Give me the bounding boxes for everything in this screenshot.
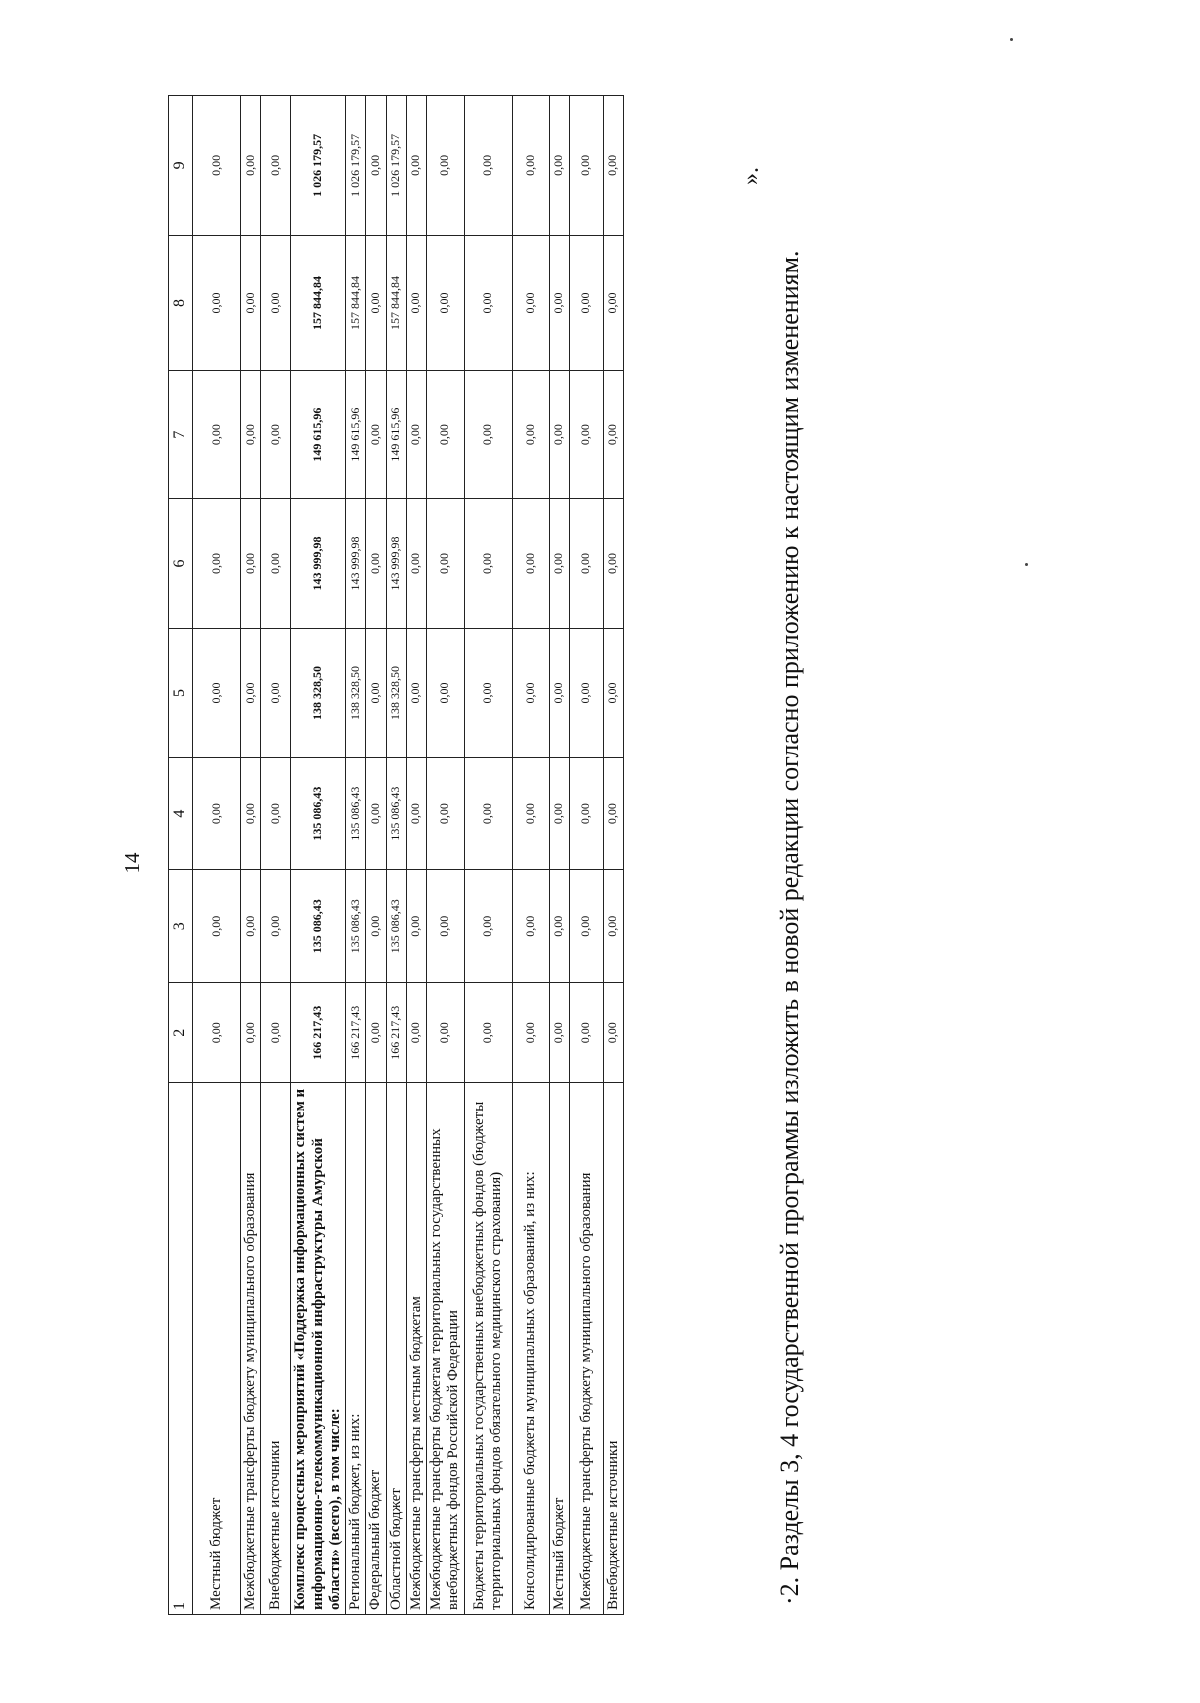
value-cell: 0,00 — [603, 757, 623, 870]
value-cell: 0,00 — [193, 371, 241, 498]
row-label: Федеральный бюджет — [366, 1083, 386, 1615]
value-cell: 0,00 — [241, 96, 261, 236]
header-cell: 2 — [169, 983, 193, 1083]
value-cell: 138 328,50 — [291, 629, 346, 758]
value-cell: 0,00 — [241, 371, 261, 498]
value-cell: 0,00 — [603, 235, 623, 371]
row-label: Бюджеты территориальных государственных внебюджетных фондов (бюджеты территориальных фондов обязательного медицинского страхования) — [464, 1083, 512, 1615]
value-cell: 0,00 — [603, 371, 623, 498]
rotated-content — [168, 95, 868, 1615]
value-cell: 0,00 — [366, 371, 386, 498]
value-cell: 166 217,43 — [386, 983, 406, 1083]
header-cell: 3 — [169, 870, 193, 983]
value-cell: 0,00 — [406, 629, 426, 758]
value-cell: 0,00 — [512, 498, 549, 628]
value-cell: 0,00 — [569, 629, 603, 758]
page-number: 14 — [120, 852, 144, 874]
value-cell: 0,00 — [193, 498, 241, 628]
value-cell: 0,00 — [464, 498, 512, 628]
value-cell: 143 999,98 — [291, 498, 346, 628]
value-cell: 157 844,84 — [346, 235, 366, 371]
value-cell: 0,00 — [193, 983, 241, 1083]
value-cell: 0,00 — [427, 983, 465, 1083]
header-cell: 9 — [169, 96, 193, 236]
value-cell: 0,00 — [603, 870, 623, 983]
value-cell: 0,00 — [512, 371, 549, 498]
table-row — [386, 96, 406, 1615]
table-row — [464, 96, 512, 1615]
budget-table — [168, 95, 624, 1615]
value-cell: 0,00 — [366, 629, 386, 758]
value-cell: 0,00 — [366, 757, 386, 870]
value-cell: 0,00 — [261, 870, 291, 983]
value-cell: 0,00 — [406, 983, 426, 1083]
value-cell: 0,00 — [261, 757, 291, 870]
value-cell: 149 615,96 — [346, 371, 366, 498]
table-row — [569, 96, 603, 1615]
value-cell: 0,00 — [569, 96, 603, 236]
scan-speck — [1010, 38, 1013, 41]
value-cell: 0,00 — [406, 757, 426, 870]
value-cell: 0,00 — [549, 629, 569, 758]
value-cell: 0,00 — [549, 96, 569, 236]
table-row — [603, 96, 623, 1615]
table-row — [193, 96, 241, 1615]
value-cell: 157 844,84 — [386, 235, 406, 371]
value-cell: 157 844,84 — [291, 235, 346, 371]
value-cell: 135 086,43 — [386, 870, 406, 983]
value-cell: 0,00 — [464, 629, 512, 758]
scan-speck — [1025, 563, 1028, 566]
value-cell: 0,00 — [427, 870, 465, 983]
section-paragraph: ·2. Разделы 3, 4 государственной программы изложить в новой редакции согласно приложению к настоящим изменениям. — [775, 250, 804, 1605]
row-label: Внебюджетные источники — [261, 1083, 291, 1615]
value-cell: 0,00 — [366, 498, 386, 628]
table-row — [427, 96, 465, 1615]
value-cell: 0,00 — [241, 629, 261, 758]
row-label: Межбюджетные трансферты бюджетам территориальных государственных внебюджетных фондов Российской Федерации — [427, 1083, 465, 1615]
value-cell: 0,00 — [241, 757, 261, 870]
header-cell: 8 — [169, 235, 193, 371]
header-cell: 7 — [169, 371, 193, 498]
value-cell: 0,00 — [406, 870, 426, 983]
value-cell: 0,00 — [512, 629, 549, 758]
value-cell: 0,00 — [193, 96, 241, 236]
table-row — [346, 96, 366, 1615]
value-cell: 0,00 — [366, 870, 386, 983]
value-cell: 0,00 — [549, 371, 569, 498]
value-cell: 0,00 — [193, 235, 241, 371]
value-cell: 0,00 — [261, 96, 291, 236]
value-cell: 0,00 — [464, 870, 512, 983]
table-body — [169, 96, 624, 1615]
header-cell: 1 — [169, 1083, 193, 1615]
value-cell: 138 328,50 — [346, 629, 366, 758]
value-cell: 0,00 — [406, 96, 426, 236]
row-label: Комплекс процессных мероприятий «Поддержка информационных систем и информационно-телекоммуникационной инфраструктуры Амурской области» (всего), в том числе: — [291, 1083, 346, 1615]
value-cell: 0,00 — [512, 983, 549, 1083]
value-cell: 0,00 — [193, 629, 241, 758]
value-cell: 0,00 — [193, 757, 241, 870]
value-cell: 0,00 — [549, 870, 569, 983]
value-cell: 0,00 — [603, 983, 623, 1083]
value-cell: 0,00 — [241, 235, 261, 371]
value-cell: 0,00 — [406, 235, 426, 371]
row-label: Консолидированные бюджеты муниципальных образований, из них: — [512, 1083, 549, 1615]
value-cell: 0,00 — [569, 371, 603, 498]
closing-quote: ». — [738, 167, 764, 185]
value-cell: 0,00 — [261, 629, 291, 758]
value-cell: 0,00 — [464, 235, 512, 371]
value-cell: 0,00 — [406, 498, 426, 628]
value-cell: 0,00 — [464, 983, 512, 1083]
value-cell: 0,00 — [366, 983, 386, 1083]
value-cell: 0,00 — [603, 498, 623, 628]
row-label: Межбюджетные трансферты бюджету муниципального образования — [569, 1083, 603, 1615]
table-row — [512, 96, 549, 1615]
table-header-row — [169, 96, 193, 1615]
value-cell: 149 615,96 — [386, 371, 406, 498]
table-row — [549, 96, 569, 1615]
value-cell: 0,00 — [549, 983, 569, 1083]
value-cell: 0,00 — [512, 96, 549, 236]
table-row — [241, 96, 261, 1615]
value-cell: 166 217,43 — [291, 983, 346, 1083]
value-cell: 135 086,43 — [346, 870, 366, 983]
value-cell: 0,00 — [241, 870, 261, 983]
value-cell: 0,00 — [603, 96, 623, 236]
value-cell: 135 086,43 — [346, 757, 366, 870]
value-cell: 1 026 179,57 — [291, 96, 346, 236]
value-cell: 0,00 — [549, 757, 569, 870]
value-cell: 0,00 — [569, 983, 603, 1083]
value-cell: 0,00 — [427, 629, 465, 758]
value-cell: 0,00 — [464, 371, 512, 498]
value-cell: 0,00 — [427, 235, 465, 371]
value-cell: 143 999,98 — [386, 498, 406, 628]
value-cell: 0,00 — [549, 498, 569, 628]
table-row — [261, 96, 291, 1615]
value-cell: 0,00 — [261, 983, 291, 1083]
row-label: Внебюджетные источники — [603, 1083, 623, 1615]
table-row — [366, 96, 386, 1615]
value-cell: 0,00 — [406, 371, 426, 498]
table-row — [291, 96, 346, 1615]
value-cell: 0,00 — [193, 870, 241, 983]
value-cell: 1 026 179,57 — [386, 96, 406, 236]
row-label: Межбюджетные трансферты местным бюджетам — [406, 1083, 426, 1615]
value-cell: 0,00 — [427, 498, 465, 628]
value-cell: 0,00 — [427, 757, 465, 870]
value-cell: 0,00 — [261, 235, 291, 371]
value-cell: 0,00 — [512, 757, 549, 870]
header-cell: 4 — [169, 757, 193, 870]
value-cell: 0,00 — [464, 757, 512, 870]
value-cell: 0,00 — [569, 235, 603, 371]
value-cell: 0,00 — [261, 498, 291, 628]
row-label: Областной бюджет — [386, 1083, 406, 1615]
row-label: Местный бюджет — [193, 1083, 241, 1615]
value-cell: 0,00 — [569, 498, 603, 628]
value-cell: 0,00 — [569, 870, 603, 983]
value-cell: 1 026 179,57 — [346, 96, 366, 236]
value-cell: 0,00 — [241, 983, 261, 1083]
value-cell: 0,00 — [569, 757, 603, 870]
value-cell: 0,00 — [366, 235, 386, 371]
row-label: Местный бюджет — [549, 1083, 569, 1615]
value-cell: 143 999,98 — [346, 498, 366, 628]
value-cell: 0,00 — [464, 96, 512, 236]
row-label: Межбюджетные трансферты бюджету муниципального образования — [241, 1083, 261, 1615]
row-label: Региональный бюджет, из них: — [346, 1083, 366, 1615]
value-cell: 0,00 — [427, 371, 465, 498]
value-cell: 0,00 — [512, 870, 549, 983]
value-cell: 138 328,50 — [386, 629, 406, 758]
value-cell: 0,00 — [549, 235, 569, 371]
value-cell: 0,00 — [261, 371, 291, 498]
value-cell: 0,00 — [512, 235, 549, 371]
value-cell: 0,00 — [366, 96, 386, 236]
table-row — [406, 96, 426, 1615]
value-cell: 135 086,43 — [291, 757, 346, 870]
value-cell: 135 086,43 — [291, 870, 346, 983]
value-cell: 135 086,43 — [386, 757, 406, 870]
value-cell: 0,00 — [427, 96, 465, 236]
header-cell: 5 — [169, 629, 193, 758]
header-cell: 6 — [169, 498, 193, 628]
value-cell: 0,00 — [241, 498, 261, 628]
value-cell: 149 615,96 — [291, 371, 346, 498]
value-cell: 0,00 — [603, 629, 623, 758]
value-cell: 166 217,43 — [346, 983, 366, 1083]
